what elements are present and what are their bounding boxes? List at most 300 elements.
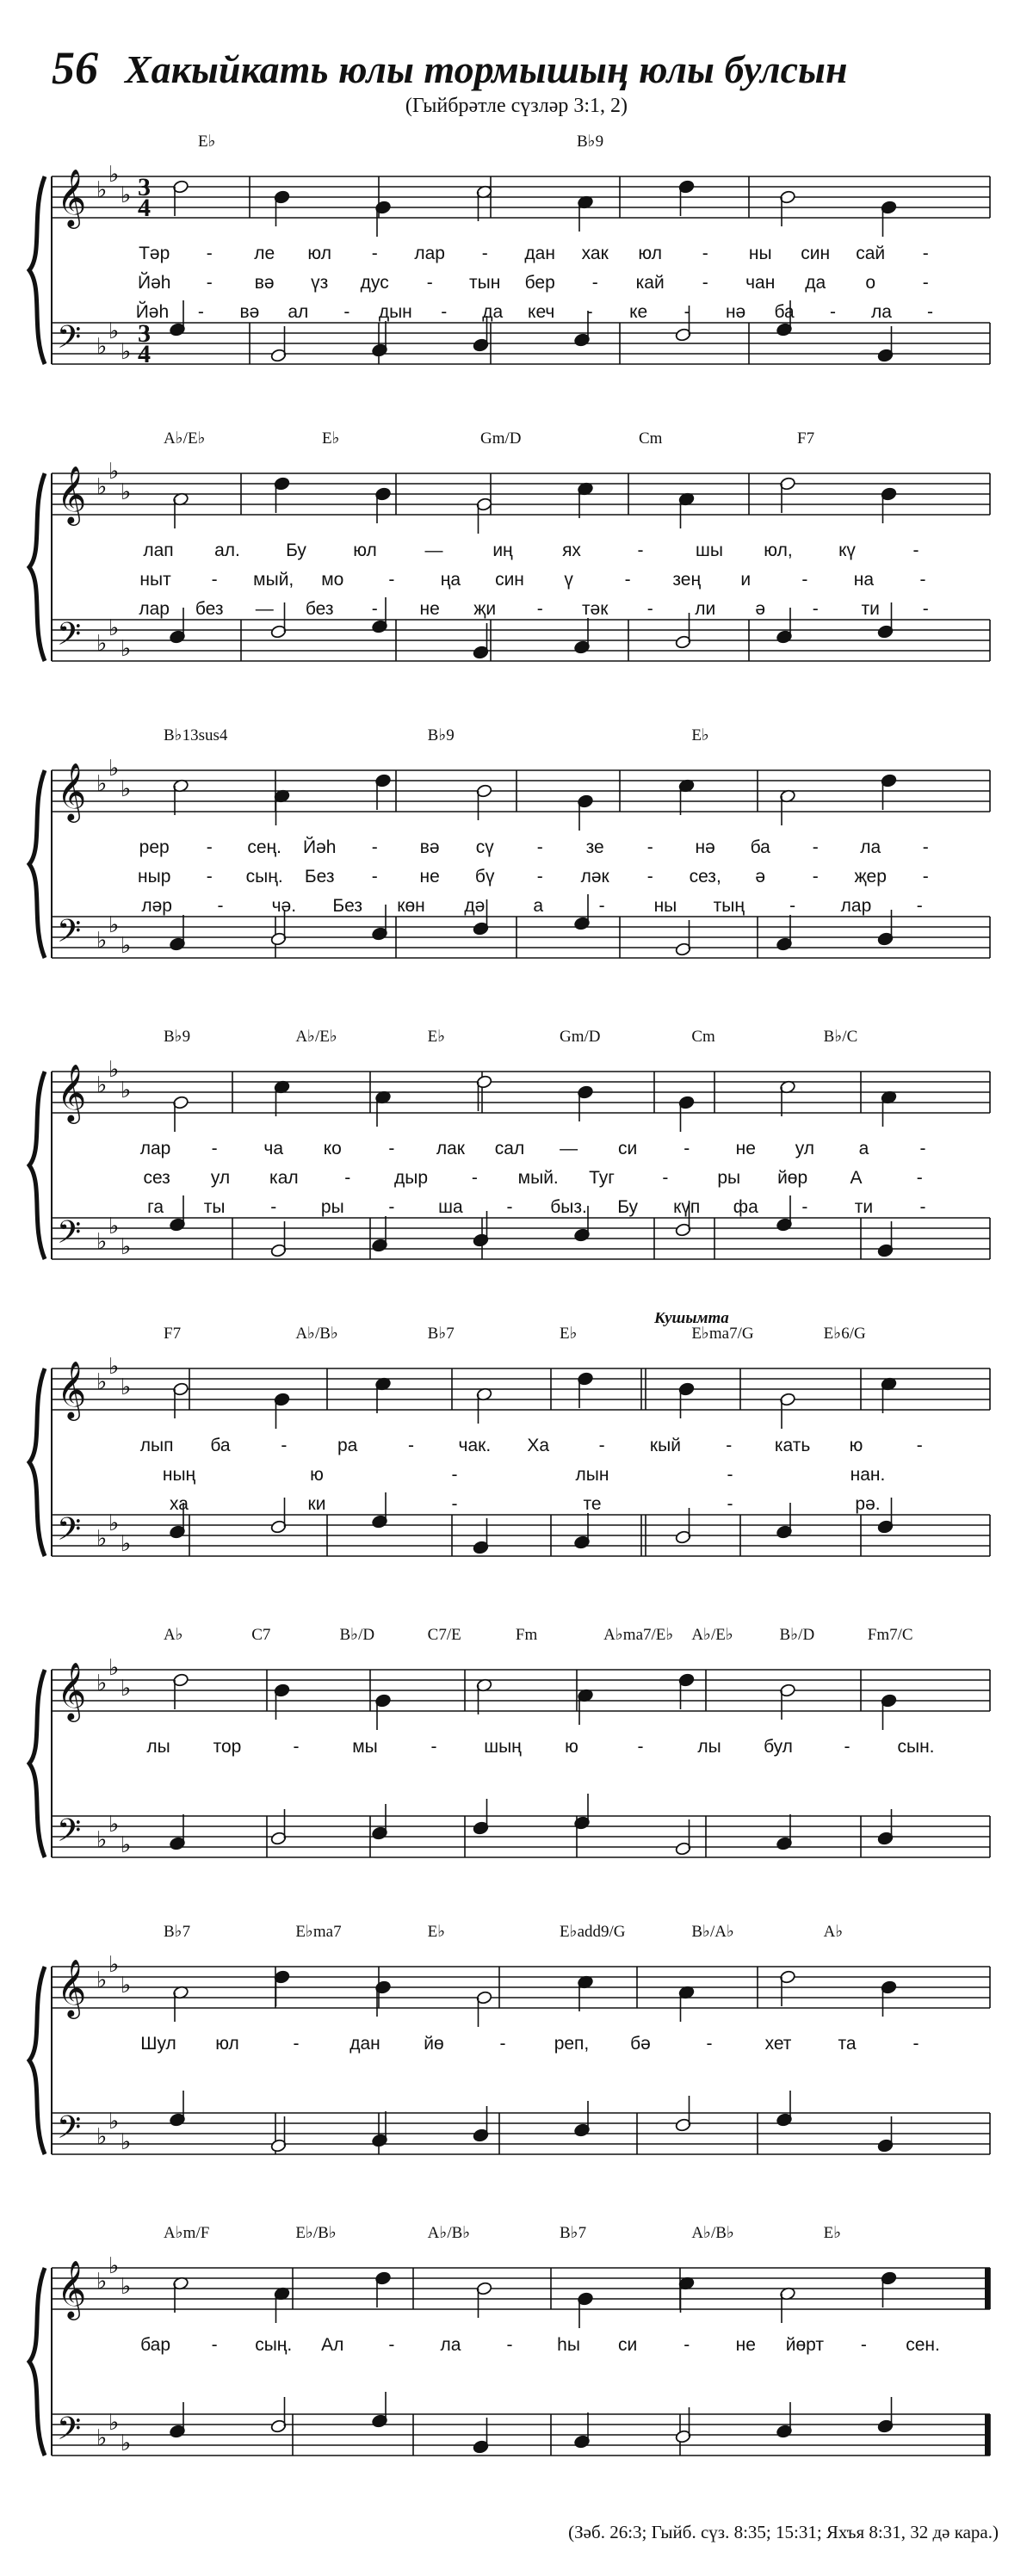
- lyric-syllable: ны: [748, 244, 772, 263]
- bass-clef: 𝄢: [57, 2110, 82, 2153]
- lyric-syllable: һы: [557, 2335, 580, 2355]
- lyric-syllable: кый: [649, 1436, 681, 1455]
- chord-symbol: A♭: [823, 1923, 844, 1941]
- lyric-syllable: не: [735, 1139, 756, 1158]
- lyric-syllable: ны: [653, 896, 677, 916]
- lyric-syllable: тың: [713, 896, 745, 916]
- lyric-syllable: зең: [672, 570, 702, 590]
- lyric-syllable: кеч: [528, 302, 555, 322]
- hymn-title: Хакыйкать юлы тормышың юлы булсын: [125, 47, 848, 91]
- music-system-5: [0, 1313, 1033, 1601]
- lyric-syllable: лар: [840, 896, 872, 916]
- lyric-syllable: Йәһ: [137, 273, 171, 293]
- lyric-syllable: и: [740, 570, 752, 590]
- lyric-syllable: хак: [581, 244, 609, 263]
- lyric-syllable: ул: [210, 1168, 231, 1188]
- treble-clef: 𝄞: [57, 1958, 87, 2017]
- lyric-syllable: бә: [630, 2034, 651, 2054]
- lyric-syllable: Бу: [617, 1197, 639, 1217]
- lyric-syllable: чак.: [458, 1436, 492, 1455]
- lyric-syllable: көн: [397, 896, 425, 916]
- lyric-syllable: син: [801, 244, 831, 263]
- staff-brace: [29, 770, 45, 958]
- bass-clef: 𝄢: [57, 616, 82, 660]
- lyric-syllable: на: [853, 570, 875, 590]
- bass-staff: [52, 620, 990, 661]
- staff-brace: [29, 2268, 45, 2456]
- lyric-syllable: ның: [162, 1465, 196, 1485]
- staff-brace: [29, 473, 45, 661]
- lyric-syllable: —: [560, 1139, 578, 1158]
- lyric-syllable: ти: [854, 1197, 874, 1217]
- lyric-syllable: вә: [419, 837, 440, 857]
- lyric-syllable: ла: [440, 2335, 461, 2355]
- lyric-syllable: -: [812, 599, 819, 619]
- lyric-syllable: йөрт: [785, 2335, 824, 2355]
- lyric-syllable: сез: [143, 1168, 170, 1188]
- chord-symbol: B♭7: [164, 1923, 191, 1941]
- lyric-syllable: лак: [436, 1139, 465, 1158]
- lyric-syllable: мо: [321, 570, 344, 590]
- lyric-syllable: -: [662, 1168, 669, 1188]
- lyric-syllable: -: [598, 1436, 605, 1455]
- lyric-syllable: -: [919, 1197, 926, 1217]
- key-flat-icon: ♭: [96, 1671, 108, 1696]
- chord-symbol: B♭/D: [339, 1626, 375, 1644]
- lyric-syllable: -: [922, 867, 929, 886]
- lyric-syllable: -: [197, 302, 204, 322]
- key-flat-icon: ♭: [96, 2269, 108, 2295]
- lyric-syllable: ры: [320, 1197, 344, 1217]
- chord-symbol: C7/E: [427, 1626, 461, 1644]
- chord-symbol: A♭ma7/E♭: [603, 1626, 674, 1644]
- lyric-syllable: лы: [697, 1737, 721, 1757]
- lyric-syllable: ко: [323, 1139, 342, 1158]
- lyric-syllable: -: [624, 570, 631, 590]
- lyric-syllable: -: [919, 1139, 926, 1158]
- key-flat-icon: ♭: [96, 177, 108, 203]
- lyric-syllable: юл: [215, 2034, 239, 2054]
- key-flat-icon: ♭: [108, 2109, 120, 2134]
- lyric-syllable: фа: [733, 1197, 758, 1217]
- lyric-syllable: ал: [288, 302, 309, 322]
- lyric-syllable: ныр: [138, 867, 171, 886]
- lyric-syllable: ба: [210, 1436, 231, 1455]
- lyric-syllable: га: [147, 1197, 164, 1217]
- lyric-syllable: лар: [414, 244, 446, 263]
- bass-staff: [52, 917, 990, 958]
- lyric-syllable: ләр: [141, 896, 172, 916]
- lyric-syllable: -: [388, 570, 395, 590]
- key-flat-icon: ♭: [108, 615, 120, 641]
- key-flat-icon: ♭: [108, 1952, 120, 1978]
- lyric-syllable: Без: [304, 867, 335, 886]
- lyric-syllable: сың.: [245, 867, 283, 886]
- key-flat-icon: ♭: [96, 1526, 108, 1552]
- key-flat-icon: ♭: [96, 1827, 108, 1853]
- time-signature: 4: [138, 194, 151, 222]
- lyric-syllable: -: [293, 2034, 300, 2054]
- lyric-syllable: Ха: [527, 1436, 550, 1455]
- lyric-syllable: ты: [203, 1197, 226, 1217]
- lyric-syllable: рер: [139, 837, 170, 857]
- key-flat-icon: ♭: [96, 1968, 108, 1993]
- music-system-7: [0, 1911, 1033, 2199]
- lyric-syllable: -: [451, 1494, 458, 1514]
- lyric-syllable: дә: [464, 896, 486, 916]
- lyric-syllable: сен.: [906, 2335, 940, 2355]
- chord-symbol: B♭13sus4: [164, 726, 228, 744]
- key-flat-icon: ♭: [96, 928, 108, 954]
- chord-symbol: Fm: [515, 1626, 538, 1644]
- chord-symbol: B♭9: [427, 726, 455, 744]
- music-system-3: [0, 714, 1033, 1003]
- lyric-syllable: ал.: [214, 541, 240, 560]
- lyric-syllable: -: [801, 570, 808, 590]
- lyric-syllable: зе: [585, 837, 604, 857]
- lyric-syllable: -: [426, 273, 433, 293]
- bass-staff: [52, 1218, 990, 1259]
- lyric-syllable: -: [916, 1436, 923, 1455]
- lyric-syllable: тын: [469, 273, 501, 293]
- lyric-syllable: -: [206, 273, 213, 293]
- key-flat-icon: ♭: [108, 162, 120, 188]
- lyric-syllable: ныт: [139, 570, 171, 590]
- chord-symbol: A♭m/F: [164, 2224, 210, 2242]
- lyric-syllable: ла: [860, 837, 881, 857]
- lyric-syllable: ла: [871, 302, 892, 322]
- lyric-syllable: не: [735, 2335, 756, 2355]
- lyric-syllable: -: [702, 244, 708, 263]
- lyric-syllable: сай: [856, 244, 886, 263]
- treble-staff: [52, 770, 990, 812]
- key-flat-icon: ♭: [108, 1510, 120, 1536]
- key-flat-icon: ♭: [96, 1072, 108, 1098]
- lyric-syllable: -: [471, 1168, 478, 1188]
- lyric-syllable: сү: [475, 837, 494, 857]
- lyric-syllable: Без: [332, 896, 363, 916]
- chord-symbol: E♭ma7: [295, 1923, 342, 1941]
- lyric-syllable: кал: [269, 1168, 299, 1188]
- lyric-syllable: Тәр: [139, 244, 170, 263]
- lyric-syllable: тәк: [581, 599, 609, 619]
- lyric-syllable: ле: [254, 244, 275, 263]
- treble-staff: [52, 473, 990, 515]
- lyric-syllable: чә.: [271, 896, 297, 916]
- lyric-syllable: -: [371, 837, 378, 857]
- lyric-syllable: -: [727, 1465, 733, 1485]
- footer-reference: (Зәб. 26:3; Гыйб. сүз. 8:35; 15:31; Яхъя 8:31, 32 дә кара.): [568, 2522, 999, 2542]
- lyric-syllable: без: [195, 599, 224, 619]
- key-flat-icon: ♭: [96, 334, 108, 360]
- key-flat-icon: ♭: [96, 631, 108, 657]
- staff-brace: [29, 1072, 45, 1259]
- lyric-syllable: ки: [307, 1494, 326, 1514]
- key-flat-icon: ♭: [121, 2431, 132, 2456]
- lyric-syllable: рә.: [855, 1494, 881, 1514]
- lyric-syllable: -: [684, 2335, 690, 2355]
- time-signature: 4: [138, 340, 151, 368]
- lyric-syllable: -: [451, 1465, 458, 1485]
- lyric-syllable: юл: [638, 244, 662, 263]
- staff-brace: [29, 1368, 45, 1556]
- lyric-syllable: -: [646, 837, 653, 857]
- lyric-syllable: юл,: [764, 541, 793, 560]
- chord-symbol: E♭add9/G: [560, 1923, 626, 1941]
- chord-symbol: B♭7: [560, 2224, 587, 2242]
- lyric-syllable: ра: [337, 1436, 358, 1455]
- chord-symbol: Gm/D: [480, 429, 522, 448]
- lyric-syllable: ңа: [440, 570, 461, 590]
- scripture-reference: (Гыйбрәтле сүзләр 3:1, 2): [405, 95, 628, 117]
- treble-clef: 𝄞: [57, 762, 87, 820]
- lyric-syllable: син: [495, 570, 524, 590]
- key-flat-icon: ♭: [108, 1354, 120, 1380]
- lyric-syllable: җер: [854, 867, 887, 886]
- treble-clef: 𝄞: [57, 465, 87, 523]
- lyric-syllable: кү: [838, 541, 856, 560]
- key-flat-icon: ♭: [96, 2124, 108, 2150]
- lyric-syllable: те: [583, 1494, 602, 1514]
- lyric-syllable: а: [533, 896, 544, 916]
- lyric-syllable: ю: [310, 1465, 324, 1485]
- lyric-syllable: ә: [755, 599, 766, 619]
- lyric-syllable: -: [702, 273, 708, 293]
- hymn-header: [43, 41, 1007, 102]
- chord-symbol: B♭7: [427, 1325, 455, 1343]
- key-flat-icon: ♭: [108, 1214, 120, 1239]
- chord-symbol: B♭9: [164, 1028, 191, 1046]
- key-flat-icon: ♭: [121, 1234, 132, 1260]
- bass-clef: 𝄢: [57, 913, 82, 957]
- chord-symbol: A♭/B♭: [295, 1325, 338, 1343]
- lyric-syllable: -: [206, 867, 213, 886]
- chord-symbol: A♭/E♭: [295, 1028, 337, 1046]
- lyric-syllable: лап: [143, 541, 174, 560]
- lyric-syllable: -: [789, 896, 796, 916]
- lyric-syllable: -: [684, 302, 690, 322]
- key-flat-icon: ♭: [121, 933, 132, 959]
- key-flat-icon: ♭: [121, 182, 132, 208]
- lyric-syllable: чан: [745, 273, 776, 293]
- key-flat-icon: ♭: [96, 2425, 108, 2451]
- lyric-syllable: -: [281, 1436, 288, 1455]
- lyric-syllable: Йәһ: [302, 837, 337, 857]
- lyric-syllable: ха: [170, 1494, 189, 1514]
- lyric-syllable: дан: [349, 2034, 380, 2054]
- lyric-syllable: ләк: [580, 867, 609, 886]
- lyric-syllable: -: [388, 2335, 395, 2355]
- lyric-syllable: лар: [139, 1139, 171, 1158]
- lyric-syllable: нә: [695, 837, 715, 857]
- key-flat-icon: ♭: [121, 776, 132, 802]
- music-system-4: [0, 1016, 1033, 1304]
- lyric-syllable: -: [922, 273, 929, 293]
- lyric-syllable: ча: [263, 1139, 284, 1158]
- key-flat-icon: ♭: [121, 2129, 132, 2155]
- lyric-syllable: ул: [795, 1139, 815, 1158]
- treble-staff: [52, 1967, 990, 2008]
- lyric-syllable: -: [637, 1737, 644, 1757]
- lyric-syllable: -: [637, 541, 644, 560]
- bass-staff: [52, 2113, 990, 2154]
- lyric-syllable: сын.: [897, 1737, 935, 1757]
- lyric-syllable: бү: [474, 867, 495, 886]
- chord-symbol: E♭: [322, 429, 340, 448]
- lyric-syllable: -: [926, 302, 933, 322]
- chord-symbol: A♭/B♭: [691, 2224, 734, 2242]
- key-flat-icon: ♭: [108, 318, 120, 344]
- lyric-syllable: -: [726, 1436, 733, 1455]
- lyric-syllable: йө: [424, 2034, 444, 2054]
- lyric-syllable: -: [536, 599, 543, 619]
- treble-clef: 𝄞: [57, 1360, 87, 1418]
- key-flat-icon: ♭: [121, 1078, 132, 1103]
- lyric-syllable: -: [919, 570, 926, 590]
- chord-symbol: Cm: [639, 429, 663, 448]
- chord-symbol: A♭/E♭: [164, 429, 206, 448]
- lyric-syllable: бар: [140, 2335, 171, 2355]
- lyric-syllable: -: [916, 896, 923, 916]
- lyric-syllable: А: [850, 1168, 863, 1188]
- key-flat-icon: ♭: [121, 1832, 132, 1858]
- lyric-syllable: -: [499, 2034, 506, 2054]
- key-flat-icon: ♭: [108, 756, 120, 781]
- lyric-syllable: мы: [352, 1737, 378, 1757]
- lyric-syllable: дан: [524, 244, 555, 263]
- lyric-syllable: шы: [696, 541, 723, 560]
- treble-staff: [52, 1670, 990, 1711]
- lyric-syllable: а: [858, 1139, 869, 1158]
- lyric-syllable: ба: [750, 837, 770, 857]
- lyric-syllable: лы: [146, 1737, 170, 1757]
- lyric-syllable: -: [646, 867, 653, 886]
- lyric-syllable: -: [270, 1197, 277, 1217]
- chord-symbol: E♭: [427, 1028, 446, 1046]
- key-flat-icon: ♭: [121, 636, 132, 662]
- chord-symbol: F7: [797, 429, 815, 448]
- music-system-6: [0, 1614, 1033, 1902]
- lyric-syllable: җи: [473, 599, 497, 619]
- chord-symbol: F7: [164, 1325, 182, 1343]
- lyric-syllable: -: [506, 1197, 513, 1217]
- lyric-syllable: -: [922, 837, 929, 857]
- chord-symbol: A♭/B♭: [427, 2224, 471, 2242]
- lyric-syllable: мый.: [517, 1168, 559, 1188]
- lyric-syllable: да: [805, 273, 826, 293]
- lyric-syllable: -: [371, 867, 378, 886]
- chord-symbol: A♭: [164, 1626, 183, 1644]
- lyric-syllable: ях: [562, 541, 581, 560]
- lyric-syllable: бул: [764, 1737, 793, 1757]
- lyric-syllable: дыр: [394, 1168, 429, 1188]
- key-flat-icon: ♭: [121, 1676, 132, 1702]
- lyric-syllable: -: [388, 1139, 395, 1158]
- key-flat-icon: ♭: [121, 339, 132, 365]
- key-flat-icon: ♭: [121, 479, 132, 505]
- lyric-syllable: -: [211, 2335, 218, 2355]
- lyric-syllable: -: [371, 599, 378, 619]
- key-flat-icon: ♭: [121, 1374, 132, 1400]
- lyric-syllable: сез,: [689, 867, 721, 886]
- lyric-syllable: Бу: [286, 541, 306, 560]
- lyric-syllable: юл: [307, 244, 331, 263]
- lyric-syllable: күп: [673, 1197, 701, 1217]
- treble-staff: [52, 1368, 990, 1410]
- treble-clef: 𝄞: [57, 168, 87, 226]
- chord-symbol: Fm7/C: [867, 1626, 913, 1644]
- lyric-syllable: -: [536, 837, 543, 857]
- lyric-syllable: ли: [695, 599, 716, 619]
- lyric-syllable: -: [441, 302, 448, 322]
- lyric-syllable: -: [922, 599, 929, 619]
- bass-staff: [52, 1515, 990, 1556]
- lyric-syllable: иң: [492, 541, 513, 560]
- lyric-syllable: Йәһ: [135, 302, 170, 322]
- lyric-syllable: -: [217, 896, 224, 916]
- lyric-syllable: -: [211, 1139, 218, 1158]
- key-flat-icon: ♭: [108, 1812, 120, 1838]
- chord-symbol: E♭/B♭: [295, 2224, 337, 2242]
- lyric-syllable: -: [430, 1737, 437, 1757]
- hymn-number: 56: [52, 42, 98, 94]
- chord-symbol: Gm/D: [560, 1028, 601, 1046]
- treble-clef: 𝄞: [57, 1661, 87, 1720]
- treble-staff: [52, 2268, 990, 2309]
- bass-staff: [52, 323, 990, 364]
- refrain-marking: Кушымта: [654, 1313, 729, 1327]
- time-signature: 3: [138, 173, 151, 201]
- lyric-syllable: ти: [861, 599, 880, 619]
- lyric-syllable: си: [618, 2335, 638, 2355]
- lyric-syllable: йөр: [777, 1168, 808, 1188]
- lyric-syllable: -: [586, 302, 593, 322]
- bass-clef: 𝄢: [57, 1511, 82, 1555]
- lyric-syllable: сең.: [247, 837, 282, 857]
- lyric-syllable: ю: [849, 1436, 863, 1455]
- lyric-syllable: ке: [629, 302, 648, 322]
- lyric-syllable: -: [211, 570, 218, 590]
- lyric-syllable: Туг: [589, 1168, 615, 1188]
- chord-symbol: E♭: [691, 726, 709, 744]
- lyric-syllable: дус: [360, 273, 389, 293]
- lyric-syllable: -: [598, 896, 605, 916]
- lyric-syllable: -: [727, 1494, 733, 1514]
- lyric-syllable: бер: [524, 273, 555, 293]
- bass-clef: 𝄢: [57, 319, 82, 363]
- lyric-syllable: Ал: [321, 2335, 344, 2355]
- key-flat-icon: ♭: [108, 1655, 120, 1681]
- lyric-syllable: -: [684, 1139, 690, 1158]
- lyric-syllable: ю: [565, 1737, 578, 1757]
- key-flat-icon: ♭: [108, 1057, 120, 1083]
- lyric-syllable: —: [424, 541, 443, 560]
- chord-symbol: E♭: [427, 1923, 446, 1941]
- lyric-syllable: кать: [774, 1436, 811, 1455]
- key-flat-icon: ♭: [121, 1531, 132, 1557]
- key-flat-icon: ♭: [108, 912, 120, 938]
- lyric-syllable: -: [206, 837, 213, 857]
- lyric-syllable: -: [922, 244, 929, 263]
- treble-clef: 𝄞: [57, 2259, 87, 2318]
- staff-brace: [29, 176, 45, 364]
- lyric-syllable: реп,: [554, 2034, 590, 2054]
- lyric-syllable: тор: [213, 1737, 242, 1757]
- lyric-syllable: -: [860, 2335, 867, 2355]
- lyric-syllable: ә: [755, 867, 766, 886]
- lyric-syllable: -: [371, 244, 378, 263]
- lyric-syllable: -: [343, 302, 350, 322]
